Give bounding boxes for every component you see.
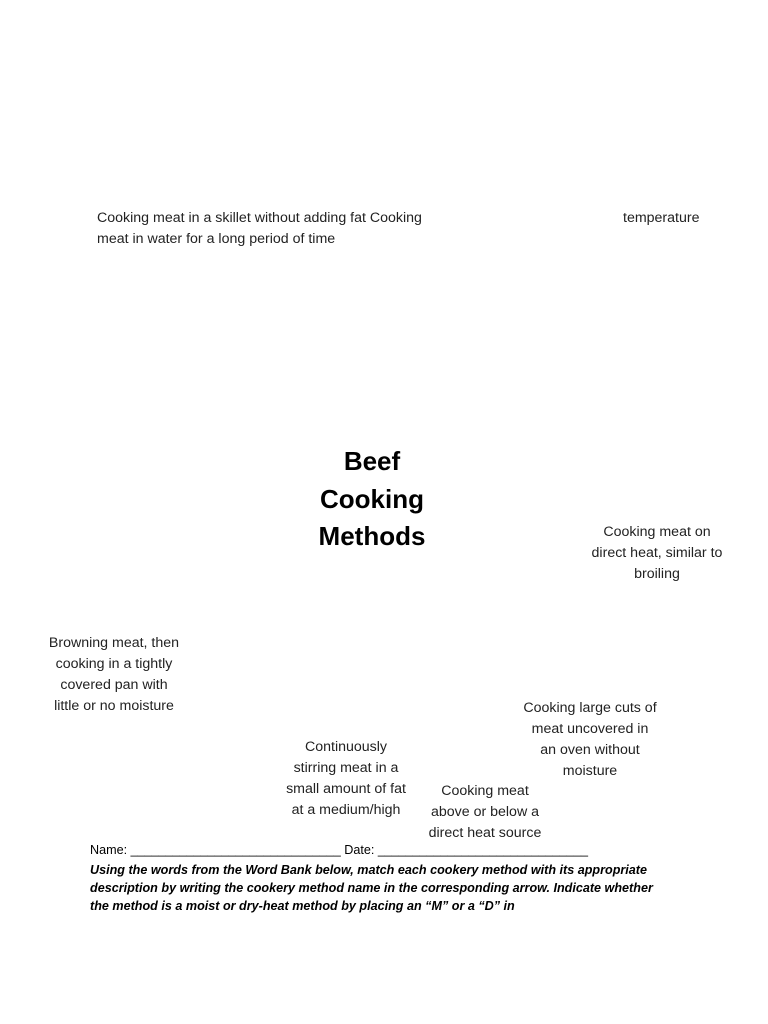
instructions: Using the words from the Word Bank below, match each cookery method with its appropriate description by writing the cookery method name in the corresponding arrow. Indicate whether the method is a moist or dry-heat method by placing an “M” or a “D” in [90,863,653,914]
name-date-line [90,842,588,859]
description-direct-heat: Cooking meat on direct heat, similar to broiling [591,524,723,582]
date-label: Date: [344,843,375,857]
page-title-line-2: Cooking [320,483,424,514]
description-above-below: Cooking meat above or below a direct heat source [428,783,542,841]
page-title-line-1: Beef [343,446,401,476]
description-temperature: temperature [623,210,700,226]
page-title [296,443,448,556]
description-browning: Browning meat, then cooking in a tightly covered pan with little or no moisture [48,635,180,714]
description-large-cuts: Cooking large cuts of meat uncovered in an oven without moisture [523,700,657,779]
name-blank[interactable]: ______________________________ [130,843,341,857]
description-stirring: Continuously stirring meat in a small amount of fat at a medium/high [286,739,406,818]
description-skillet-and-water: Cooking meat in a skillet without adding fat Cooking meat in water for a long period of time [97,210,422,247]
page-title-line-3: Methods [318,521,426,551]
date-blank[interactable]: ______________________________ [377,843,588,857]
name-label: Name: [90,843,128,857]
